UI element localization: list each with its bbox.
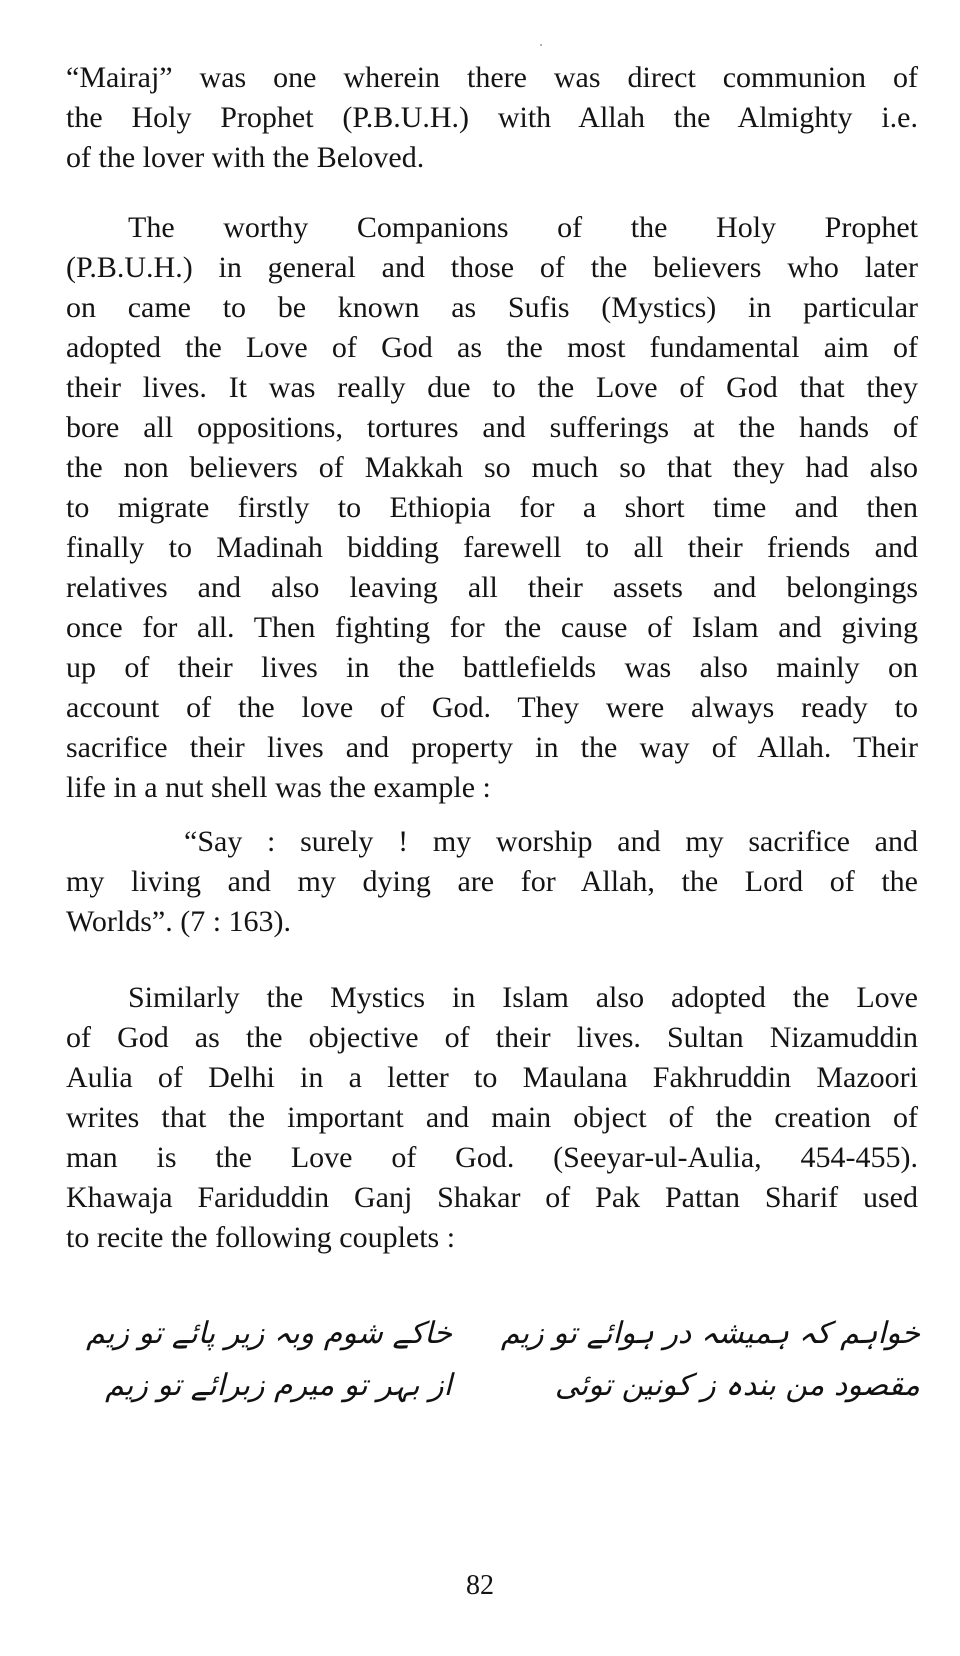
text-line: “Say : surely ! my worship and my sacrifice and: [184, 825, 918, 858]
couplet-left-line-1: خاکے شوم وبہ زیر پائے تو زیم: [86, 1316, 452, 1351]
text-line: their lives. It was really due to the Love of God that they: [66, 371, 918, 404]
text-line: of God as the objective of their lives. Sultan Nizamuddin: [66, 1021, 918, 1054]
paragraph-mairaj: [66, 58, 918, 178]
text-line: Worlds”. (7 : 163).: [66, 905, 292, 938]
text-line: Aulia of Delhi in a letter to Maulana Fakhruddin Mazoori: [66, 1061, 918, 1094]
page-number: 82: [466, 1570, 494, 1601]
text-line: to migrate firstly to Ethiopia for a short time and then: [66, 491, 918, 524]
quote-verse: [66, 822, 918, 942]
couplet-right: [501, 1308, 920, 1412]
scan-speck: [540, 44, 542, 46]
text-line: finally to Madinah bidding farewell to all their friends and: [66, 531, 918, 564]
text-line: adopted the Love of God as the most fundamental aim of: [66, 331, 918, 364]
text-line: up of their lives in the battlefields was also mainly on: [66, 651, 918, 684]
text-line: once for all. Then fighting for the cause of Islam and giving: [66, 611, 918, 644]
paragraph-mystics: [66, 978, 918, 1258]
text-line: “Mairaj” was one wherein there was direct communion of: [66, 61, 918, 94]
text-line: to recite the following couplets :: [66, 1221, 456, 1254]
text-line: of the lover with the Beloved.: [66, 141, 425, 174]
text-line: relatives and also leaving all their assets and belongings: [66, 571, 918, 604]
text-line: writes that the important and main object of the creation of: [66, 1101, 918, 1134]
text-line: Similarly the Mystics in Islam also adopted the Love: [128, 981, 918, 1014]
text-line: account of the love of God. They were always ready to: [66, 691, 918, 724]
paragraph-companions: [66, 208, 918, 808]
text-line: The worthy Companions of the Holy Prophet: [128, 211, 918, 244]
text-line: life in a nut shell was the example :: [66, 771, 491, 804]
text-line: my living and my dying are for Allah, the Lord of the: [66, 865, 918, 898]
couplet-left: [86, 1308, 452, 1412]
text-line: Khawaja Fariduddin Ganj Shakar of Pak Pattan Sharif used: [66, 1181, 918, 1214]
couplet-left-line-2: از بہر تو میرم زبرائے تو زیم: [105, 1368, 452, 1403]
text-line: the non believers of Makkah so much so that they had also: [66, 451, 918, 484]
text-line: man is the Love of God. (Seeyar-ul-Aulia, 454-455).: [66, 1141, 918, 1174]
couplet-right-line-2: مقصود من بندہ ز کونین توئی: [554, 1368, 920, 1403]
text-line: the Holy Prophet (P.B.U.H.) with Allah the Almighty i.e.: [66, 101, 918, 134]
text-line: bore all oppositions, tortures and sufferings at the hands of: [66, 411, 918, 444]
text-line: (P.B.U.H.) in general and those of the believers who later: [66, 251, 918, 284]
couplet-right-line-1: خواہم کہ ہمیشہ در ہوائے تو زیم: [500, 1316, 920, 1351]
text-line: on came to be known as Sufis (Mystics) in particular: [66, 291, 918, 324]
text-line: sacrifice their lives and property in the way of Allah. Their: [66, 731, 918, 764]
